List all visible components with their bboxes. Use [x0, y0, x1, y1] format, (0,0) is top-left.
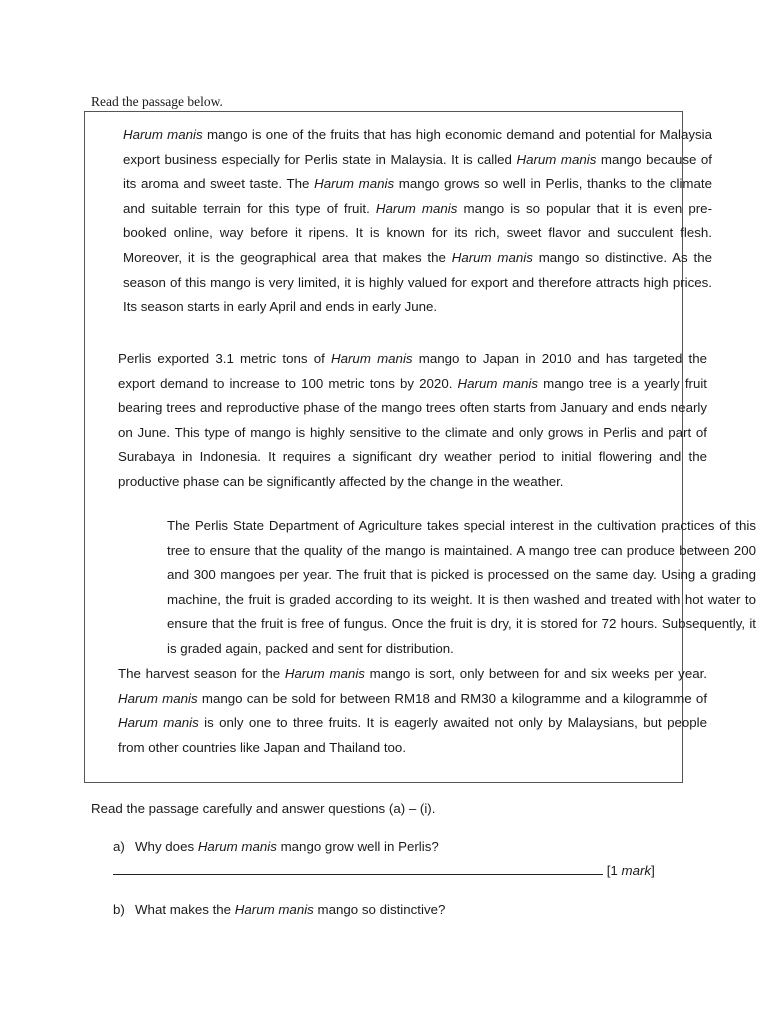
answer-rule[interactable] — [113, 873, 603, 875]
question-label: b) — [113, 902, 125, 917]
question-label: a) — [113, 839, 125, 854]
mark-allocation: [1 mark] — [606, 863, 655, 878]
passage-paragraph-3: The Perlis State Department of Agriculture takes special interest in the cultivation practices of this tree to ensure that the quality of the mango is maintained. A mango tree can produce between 200 and 300 mangoes per year. The fruit that is picked is processed on the same day. Using a grading machine, the fruit is graded according to its weight. It is then washed and treated with hot water to ensure that the fruit is free of fungus. Once the fruit is dry, it is stored for 72 hours. Subsequently, it is graded again, packed and sent for distribution. — [167, 518, 756, 656]
passage-heading: Read the passage below. — [91, 94, 223, 109]
passage-paragraph-4: The harvest season for the Harum manis mango is sort, only between for and six weeks per year. Harum manis mango can be sold for between RM18 and RM30 a kilogramme and a kilogramme of Harum manis is only one to three fruits. It is eagerly awaited not only by Malaysians, but people from other countries like Japan and Thailand too. — [118, 666, 708, 755]
question-a: a) Why does Harum manis mango grow well in Perlis? — [113, 839, 439, 854]
passage-paragraph-2: Perlis exported 3.1 metric tons of Harum manis mango to Japan in 2010 and has targeted the export demand to increase to 100 metric tons by 2020. Harum manis mango tree is a yearly fruit bearing trees and reproductive phase of the mango trees often starts from January and ends nearly on June. This type of mango is highly sensitive to the climate and only grows in Perlis and part of Surabaya in Indonesia. It requires a significant dry weather period to initial flowering and the productive phase can be significantly affected by the change in the weather. — [118, 351, 708, 489]
passage-paragraph-1: Harum manis mango is one of the fruits that has high economic demand and potential for Malaysia export business especially for Perlis state in Malaysia. It is called Harum manis mango because of its aroma and sweet taste. The Harum manis mango grows so well in Perlis, thanks to the climate and suitable terrain for this type of fruit. Harum manis mango is so popular that it is even pre-booked online, way before it ripens. It is known for its rich, sweet flavor and succulent flesh. Moreover, it is the geographical area that makes the Harum manis mango so distinctive. As the season of this mango is very limited, it is highly valued for export and therefore attracts high prices. Its season starts in early April and ends in early June. — [123, 127, 713, 315]
instructions-text: Read the passage carefully and answer questions (a) – (i). — [91, 801, 436, 816]
question-b: b) What makes the Harum manis mango so distinctive? — [113, 902, 446, 917]
answer-line-a[interactable] — [113, 863, 655, 878]
